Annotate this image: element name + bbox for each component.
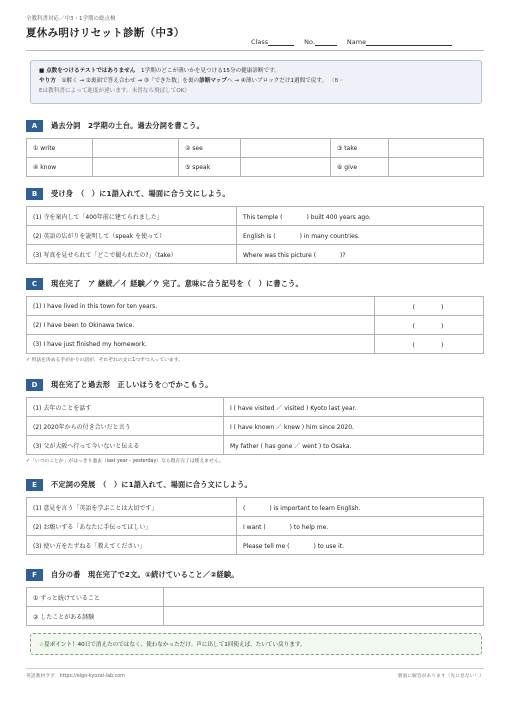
sentence-cell: (3) I have just finished my homework. <box>27 335 375 354</box>
table-row <box>27 536 484 555</box>
passive-table <box>26 206 484 264</box>
table-row <box>27 226 484 245</box>
section-title: 不定詞の発展 （ ）に1語入れて、場面に合う文にしよう。 <box>51 480 252 489</box>
sentence-cell[interactable]: This temple ( ) built 400 years ago. <box>237 207 484 226</box>
word-cell: ⑥ give <box>331 158 389 177</box>
answer-cell[interactable]: ( ) <box>375 297 484 316</box>
table-row <box>27 158 484 177</box>
choice-cell[interactable]: My father ( has gone ／ went ) to Osaka. <box>224 436 484 455</box>
section-badge: E <box>26 479 43 491</box>
student-info <box>251 38 452 46</box>
table-row <box>27 517 484 536</box>
number-field[interactable] <box>304 38 337 46</box>
section-f <box>26 568 484 626</box>
scene-cell: (1) 寺を案内して「400年前に建てられました」 <box>27 207 237 226</box>
answer-cell[interactable] <box>241 158 331 177</box>
worksheet-subtitle: 全教科書対応／中3・1学期の総点検 <box>26 16 116 22</box>
hint-note: ✓ 用法を決める手がかりの語が、それぞれの文に1つずつ入っています。 <box>26 358 183 363</box>
table-row <box>27 607 484 626</box>
word-cell: ② see <box>179 139 241 158</box>
sentence-cell: (1) I have lived in this town for ten years. <box>27 297 375 316</box>
table-row <box>27 297 484 316</box>
worksheet-title: 夏休み明けリセット診断（中3） <box>26 27 185 39</box>
header-divider <box>26 50 484 51</box>
perfect-vs-past-table <box>26 397 484 455</box>
answer-cell[interactable] <box>93 139 179 158</box>
writing-cell[interactable] <box>164 607 484 626</box>
tip-text: 40日で消えたのではなく、使わなかっただけ。声に出して1回使えば、たいてい戻ります。 <box>77 642 306 648</box>
table-row <box>27 316 484 335</box>
present-perfect-table <box>26 296 484 354</box>
prompt-cell: ② したことがある経験 <box>27 607 164 626</box>
answer-cell[interactable] <box>93 158 179 177</box>
answer-cell[interactable]: ( ) <box>375 335 484 354</box>
scene-cell: (2) 2020年からの付き合いだと言う <box>27 417 224 436</box>
section-badge: D <box>26 379 43 391</box>
answer-cell[interactable] <box>389 158 484 177</box>
section-badge: A <box>26 120 43 132</box>
scene-cell: (3) 使い方をたずねる「教えてください」 <box>27 536 237 555</box>
footer-divider <box>26 668 484 669</box>
table-row <box>27 245 484 264</box>
answer-cell[interactable]: ( ) <box>375 316 484 335</box>
method-text: ①解く → ②裏面で答え合わせ → ③「できた数」を裏の <box>61 78 200 84</box>
sentence-cell[interactable]: ( ) is important to learn English. <box>237 498 484 517</box>
method-label: やり方 <box>39 78 56 84</box>
hint-note: ✓「いつのことか」がはっきり過去（last year・yesterday）なら現在完了は使えません。 <box>26 459 224 464</box>
word-cell: ① write <box>27 139 93 158</box>
word-cell: ⑤ speak <box>179 158 241 177</box>
section-title: 現在完了 ア 継続／イ 経験／ウ 完了。意味に合う記号を（ ）に書こう。 <box>51 279 303 288</box>
method-text-2: へ → ④薄いブロックだけ1週間で戻す。 <box>226 78 328 84</box>
class-field[interactable] <box>251 38 294 46</box>
table-row <box>27 498 484 517</box>
section-e <box>26 478 484 555</box>
table-row <box>27 139 484 158</box>
section-a <box>26 119 484 177</box>
sentence-cell[interactable]: Please tell me ( ) to use it. <box>237 536 484 555</box>
name-label: Name <box>346 38 367 46</box>
section-badge: C <box>26 278 43 290</box>
own-sentence-table <box>26 587 484 626</box>
word-cell: ③ take <box>331 139 389 158</box>
name-field[interactable] <box>347 38 452 46</box>
table-row <box>27 436 484 455</box>
table-row <box>27 398 484 417</box>
section-title: 自分の番 現在完了で2文。①続けていること／②経験。 <box>51 570 239 579</box>
square-icon: ■ <box>39 68 45 74</box>
section-title: 受け身 （ ）に1語入れて、場面に合う文にしよう。 <box>51 189 230 198</box>
table-row <box>27 417 484 436</box>
scene-cell: (1) 意見を言う「英語を学ぶことは大切です」 <box>27 498 237 517</box>
prompt-cell: ① ずっと続けていること <box>27 588 164 607</box>
method-note: （B・ <box>328 78 344 84</box>
sentence-cell[interactable]: I want ( ) to help me. <box>237 517 484 536</box>
scene-cell: (2) 英語の広がりを説明して（speak を使って） <box>27 226 237 245</box>
choice-cell[interactable]: I ( have known ／ knew ) him since 2020. <box>224 417 484 436</box>
scene-cell: (2) お願いする「あなたに手伝ってほしい」 <box>27 517 237 536</box>
table-row <box>27 588 484 607</box>
answer-cell[interactable] <box>389 139 484 158</box>
word-cell: ④ know <box>27 158 93 177</box>
instructions-box <box>30 60 482 104</box>
sentence-cell[interactable]: English is ( ) in many countries. <box>237 226 484 245</box>
answer-cell[interactable] <box>241 139 331 158</box>
class-label: Class <box>251 38 269 46</box>
infinitive-table <box>26 497 484 555</box>
notice-text: 1学期のどこが薄いかを見つける15分の健康診断です。 <box>140 68 280 74</box>
tip-box <box>30 633 482 655</box>
table-row <box>27 207 484 226</box>
notice-bold: 点数をつけるテストではありません <box>46 68 136 74</box>
section-badge: F <box>26 569 43 581</box>
section-b <box>26 187 484 264</box>
tip-label: ☆豆ポイント！ <box>39 642 78 648</box>
section-badge: B <box>26 188 43 200</box>
scene-cell: (1) 去年のことを話す <box>27 398 224 417</box>
choice-cell[interactable]: I ( have visited ／ visited ) Kyoto last year. <box>224 398 484 417</box>
writing-cell[interactable] <box>164 588 484 607</box>
footer-note: 裏面に解答があります（先に見ない！） <box>397 674 484 679</box>
section-title: 現在完了と過去形 正しいほうを○でかこもう。 <box>51 380 213 389</box>
section-title: 過去分詞 2学期の土台。過去分詞を書こう。 <box>51 121 204 130</box>
sentence-cell: (2) I have been to Okinawa twice. <box>27 316 375 335</box>
footer-source: 英語教材ラボ https://eigo-kyozai-lab.com <box>26 674 125 679</box>
scene-cell: (3) 父が大阪へ行って今いないと伝える <box>27 436 224 455</box>
diagnosis-map-text: 診断マップ <box>199 78 227 84</box>
method-note-cont: Eは教科書によって進度が違います。未習なら飛ばしてOK） <box>39 88 191 94</box>
table-row <box>27 335 484 354</box>
scene-cell: (3) 写真を見せられて「どこで撮られたの?」（take） <box>27 245 237 264</box>
number-label: No. <box>304 38 315 46</box>
section-c <box>26 277 484 363</box>
past-participle-table <box>26 138 484 177</box>
sentence-cell[interactable]: Where was this picture ( )? <box>237 245 484 264</box>
section-d <box>26 378 484 464</box>
